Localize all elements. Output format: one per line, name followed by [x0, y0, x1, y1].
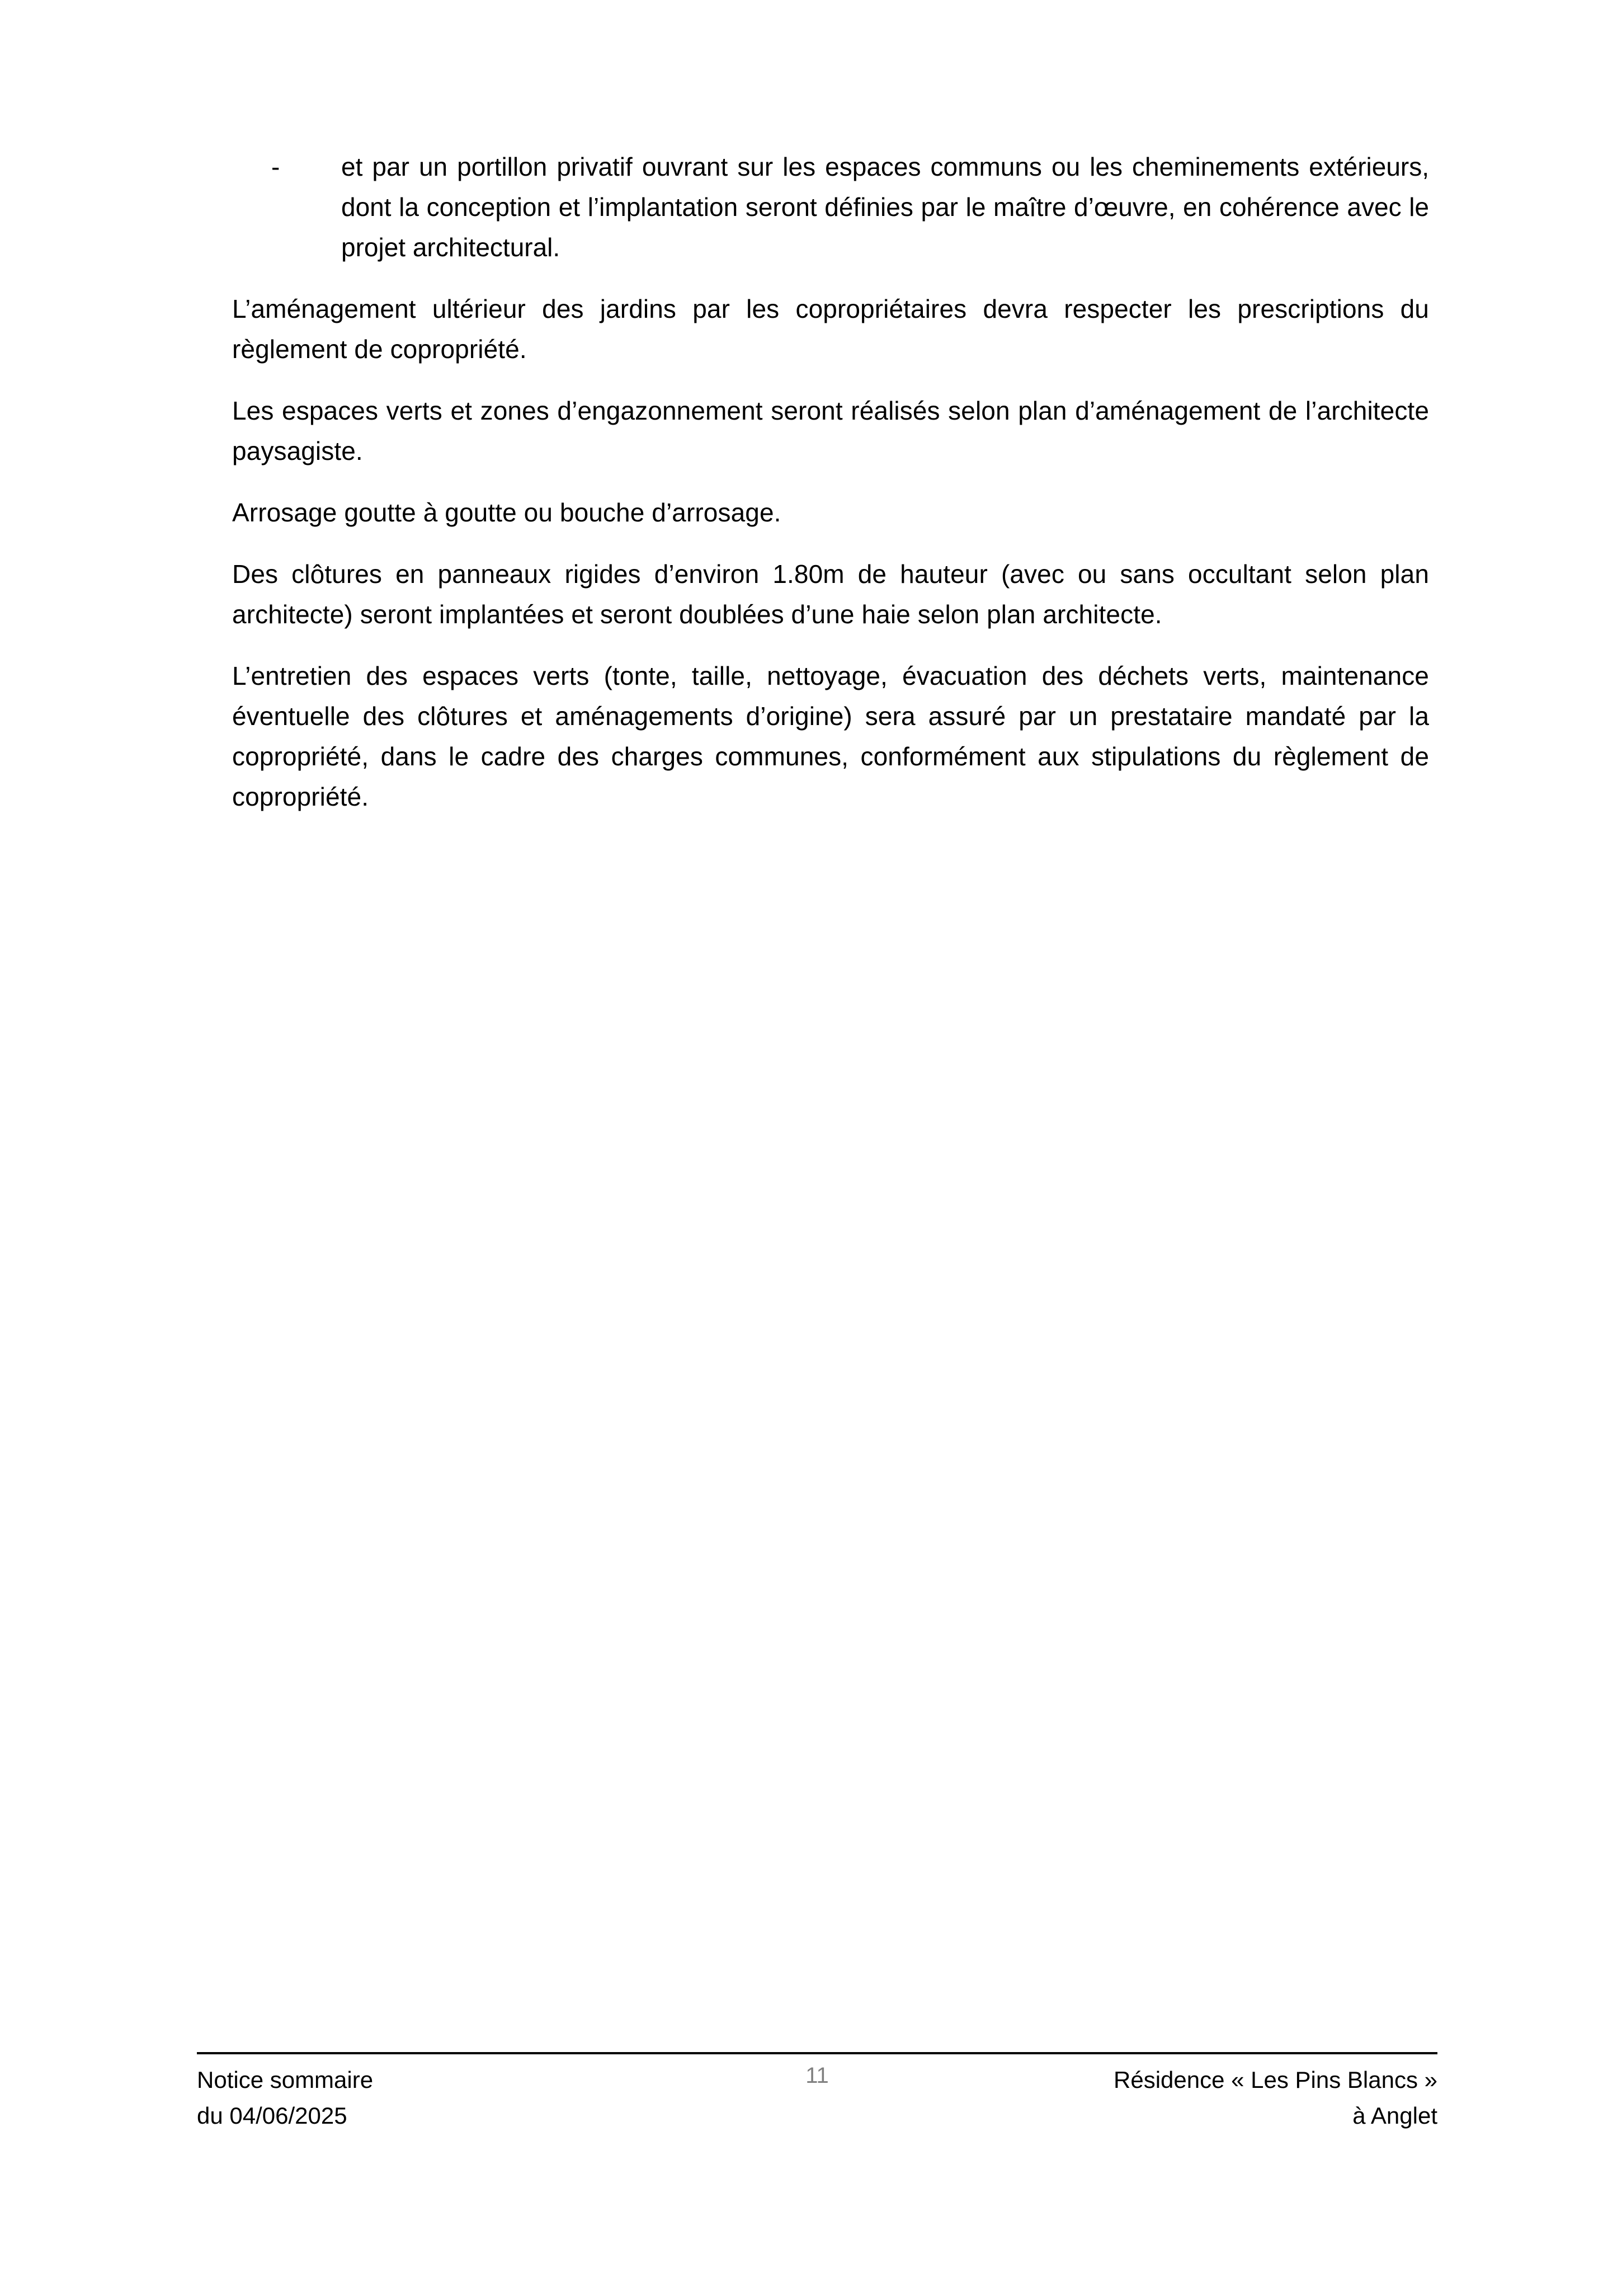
paragraph-clotures: Des clôtures en panneaux rigides d’environ 1.80m de hauteur (avec ou sans occultant selon plan architecte) seront implantées et seront doublées d’une haie selon plan architecte.: [232, 559, 1429, 629]
footer-residence-name: Résidence « Les Pins Blancs »: [1114, 2067, 1437, 2093]
bullet-marker-icon: -: [271, 152, 280, 181]
footer-document-title: Notice sommaire: [197, 2067, 374, 2093]
bullet-list: [232, 147, 1429, 267]
footer-right-block: [1114, 2062, 1437, 2134]
paragraph-espaces-verts: Les espaces verts et zones d’engazonnement seront réalisés selon plan d’aménagement de l’architecte paysagiste.: [232, 396, 1429, 465]
footer-residence-city: à Anglet: [1352, 2102, 1437, 2129]
paragraph-amenagement-jardins: L’aménagement ultérieur des jardins par les copropriétaires devra respecter les prescriptions du règlement de copropriété.: [232, 294, 1429, 364]
document-body: [232, 147, 1429, 817]
page-number: 11: [805, 2063, 829, 2088]
list-item-text: et par un portillon privatif ouvrant sur les espaces communs ou les cheminements extérieurs, dont la conception et l’implantation seront définies par le maître d’œuvre, en cohérence avec le projet architectural.: [341, 152, 1429, 262]
footer-divider: [197, 2052, 1437, 2054]
footer-document-date: du 04/06/2025: [197, 2102, 347, 2129]
paragraph-entretien: L’entretien des espaces verts (tonte, taille, nettoyage, évacuation des déchets verts, maintenance éventuelle des clôtures et aménagements d’origine) sera assuré par un prestataire mandaté par la copropriété, dans le cadre des charges communes, conformément aux stipulations du règlement de copropriété.: [232, 661, 1429, 811]
paragraph-arrosage: Arrosage goutte à goutte ou bouche d’arrosage.: [232, 498, 781, 527]
list-item: [232, 147, 1429, 267]
page-footer: [197, 2052, 1437, 2157]
footer-columns: [197, 2062, 1437, 2157]
